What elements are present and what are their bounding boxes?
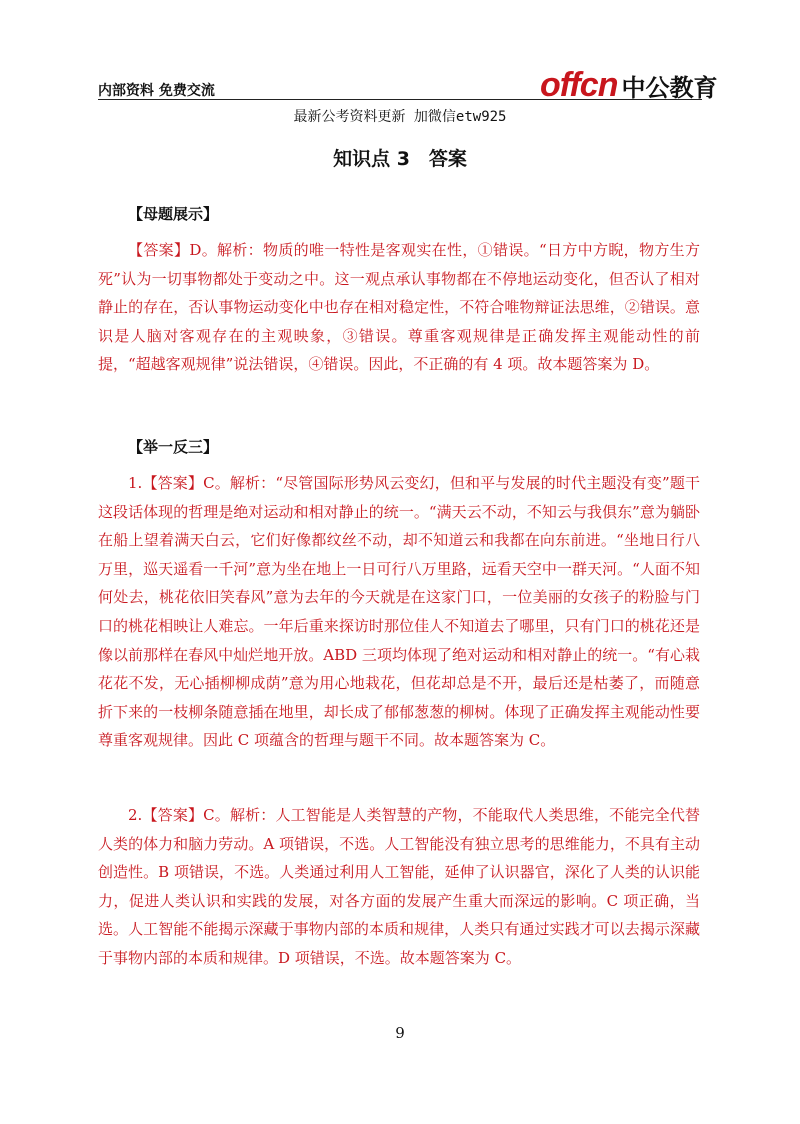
logo-chinese-text: 中公教育 xyxy=(621,74,718,102)
logo-latin-text: offcn xyxy=(540,66,618,104)
page-number: 9 xyxy=(395,1024,405,1042)
section-heading-mother: 【母题展示】 xyxy=(128,205,219,223)
practice-answer-1: 1.【答案】C。解析：“尽管国际形势风云变幻，但和平与发展的时代主题没有变”题干这段话体现的哲理是绝对运动和相对静止的统一。“满天云不动，不知云与我俱东”意为躺卧在船上望着满天白云，它们好像都纹丝不动，却不知道云和我都在向东前进。“坐地日行八万里，巡天遥看一千河”意为坐在地上一日可行八万里路，远看天空中一群天河。“人面不知何处去，桃花依旧笑春风”意为去年的今天就是在这家门口，一位美丽的女孩子的粉脸与门口的桃花相映让人难忘。一年后重来探访时那位佳人不知道去了哪里，只有门口的桃花还是像以前那样在春风中灿烂地开放。ABD 三项均体现了绝对运动和相对静止的统一。“有心栽花花不发，无心插柳柳成荫”意为用心地栽花，但花却总是不开，最后还是枯萎了，而随意折下来的一枝柳条随意插在地里，却长成了郁郁葱葱的柳树。体现了正确发挥主观能动性要尊重客观规律。因此 C 项蕴含的哲理与题干不同。故本题答案为 C。 xyxy=(98,474,700,750)
watermark-text: 最新公考资料更新 加微信etw925 xyxy=(293,109,507,125)
mother-answer-paragraph: 【答案】D。解析：物质的唯一特性是客观实在性，①错误。“日方中方睨，物方生方死”认为一切事物都处于变动之中。这一观点承认事物都在不停地运动变化，但否认了相对静止的存在，否认事物运动变化中也存在相对稳定性，不符合唯物辩证法思维，②错误。意识是人脑对客观存在的主观映象，③错误。尊重客观规律是正确发挥主观能动性的前提，“超越客观规律”说法错误，④错误。因此，不正确的有 4 项。故本题答案为 D。 xyxy=(98,241,700,374)
page-title: 知识点 3 答案 xyxy=(333,148,467,170)
header-divider xyxy=(98,99,702,100)
header-left-text: 内部资料 免费交流 xyxy=(98,83,215,99)
section-heading-practice: 【举一反三】 xyxy=(128,438,219,456)
practice-answer-2: 2.【答案】C。解析：人工智能是人类智慧的产物，不能取代人类思维，不能完全代替人类的体力和脑力劳动。A 项错误，不选。人工智能没有独立思考的思维能力，不具有主动创造性。B 项错误，不选。人类通过利用人工智能，延伸了认识器官，深化了人类的认识能力，促进人类认识和实践的发展，对各方面的发展产生重大而深远的影响。C 项正确，当选。人工智能不能揭示深藏于事物内部的本质和规律，人类只有通过实践才可以去揭示深藏于事物内部的本质和规律。D 项错误，不选。故本题答案为 C。 xyxy=(98,806,700,967)
